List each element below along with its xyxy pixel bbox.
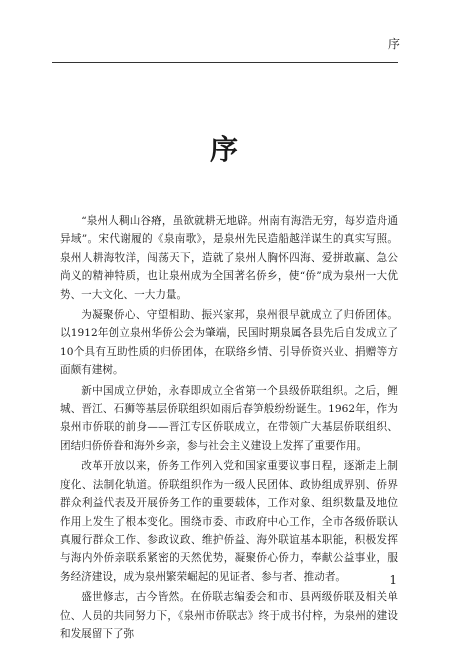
body-text [60, 212, 398, 645]
page-number: 1 [389, 573, 397, 587]
paragraph-1: “泉州人稠山谷瘠，虽欲就耕无地辟。州南有海浩无穷，每岁造舟通异域”。宋代谢履的《泉南歌》，是泉州先民造船越洋谋生的真实写照。泉州人耕海牧洋，闯荡天下，造就了泉州人胸怀四海、爱拼敢赢、急公尚义的精神特质，也让泉州成为全国著名侨乡，使“侨”成为泉州一大优势、一大文化、一大力量。 [60, 215, 398, 301]
paragraph-4: 改革开放以来，侨务工作列入党和国家重要议事日程，逐渐走上制度化、法制化轨道。侨联组织作为一级人民团体、政协组成界别、侨界群众利益代表及开展侨务工作的重要载体，工作对象、组织数量及地位作用上发生了根本变化。围绕市委、市政府中心工作，全市各级侨联认真履行群众工作、参政议政、维护侨益、海外联谊基本职能，积极发挥与海内外侨亲联系紧密的天然优势，凝聚侨心侨力，奉献公益事业，服务经济建设，成为泉州繁荣崛起的见证者、参与者、推动者。 [60, 460, 398, 583]
paragraph-5: 盛世修志，古今皆然。在侨联志编委会和市、县两级侨联及相关单位、人员的共同努力下，《泉州市侨联志》终于成书付梓，为泉州的建设和发展留下了弥 [60, 591, 398, 640]
header-rule [52, 62, 398, 63]
paragraph-2: 为凝聚侨心、守望相助、振兴家邦，泉州很早就成立了归侨团体。以1912年创立泉州华侨公会为肇端，民国时期泉属各县先后自发成立了10个具有互助性质的归侨团体，在联络乡情、引导侨资兴业、捐赠等方面颇有建树。 [60, 309, 398, 377]
running-head: 序 [387, 37, 400, 51]
page-title: 序 [209, 133, 240, 166]
paragraph-3: 新中国成立伊始，永春即成立全省第一个县级侨联组织。之后，鲤城、晋江、石狮等基层侨联组织如雨后春笋般纷纷诞生。1962年，作为泉州市侨联的前身——晋江专区侨联成立，在带领广大基层侨联组织、团结归侨侨眷和海外乡亲，参与社会主义建设上发挥了重要作用。 [60, 384, 398, 452]
